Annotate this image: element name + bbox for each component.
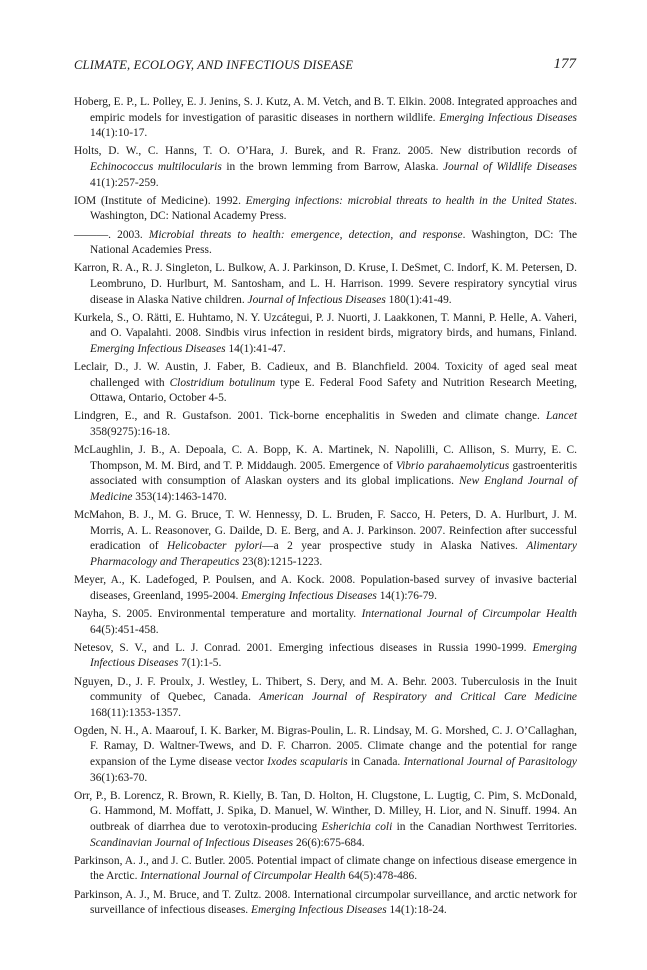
reference-entry <box>74 724 577 786</box>
reference-authors: Karron, R. A., R. J. Singleton, L. Bulkow, A. J. Parkinson, D. Kruse, I. DeSmet, C. Indorf, K. M. Petersen, D. Leombruno, D. Hurlburt, M. Santosham, and L. H. Harrison. 1999. Severe respiratory syncytial virus disease in Alaska Native children. <box>74 262 577 306</box>
reference-entry <box>74 194 577 225</box>
reference-authors: Netesov, S. V., and L. J. Conrad. 2001. Emerging infectious diseases in Russia 1990-1999. <box>74 641 527 654</box>
reference-citation: 23(8):1215-1223. <box>242 555 323 568</box>
reference-citation: 41(1):257-259. <box>90 176 159 189</box>
reference-journal: Scandinavian Journal of Infectious Diseases <box>90 836 294 849</box>
reference-list <box>74 95 577 921</box>
reference-journal: International Journal of Circumpolar Health <box>361 607 578 620</box>
reference-citation: 14(1):76-79. <box>379 589 437 602</box>
reference-citation: 14(1):18-24. <box>389 904 447 917</box>
reference-entry <box>74 508 577 570</box>
reference-entry <box>74 144 577 191</box>
reference-authors: Nayha, S. 2005. Environmental temperature and mortality. <box>74 607 357 620</box>
reference-text: in Canada. <box>351 756 401 769</box>
reference-entry <box>74 228 577 259</box>
reference-journal: Emerging Infectious Diseases <box>241 589 377 602</box>
reference-citation: 36(1):63-70. <box>90 771 148 784</box>
reference-authors: Hoberg, E. P., L. Polley, E. J. Jenins, S. J. Kutz, A. M. Vetch, and B. T. Elkin. 2008. Integrated approaches and empiric models for investigation of parasitic diseases in northern wildlife. <box>74 96 577 124</box>
reference-authors: Lindgren, E., and R. Gustafson. 2001. Tick-borne encephalitis in Sweden and climate change. <box>74 410 540 423</box>
reference-authors: Kurkela, S., O. Rätti, E. Huhtamo, N. Y. Uzcátegui, P. J. Nuorti, J. Laakkonen, T. Manni, P. Helle, A. Vaheri, and O. Vapalahti. 2008. Sindbis virus infection in resident birds, migratory birds, and humans, Finland. <box>74 311 577 340</box>
reference-citation: 14(1):10-17. <box>90 127 148 140</box>
reference-citation: 7(1):1-5. <box>181 657 222 670</box>
reference-citation: 26(6):675-684. <box>295 836 365 849</box>
running-header <box>74 56 576 76</box>
reference-entry <box>74 675 577 722</box>
reference-text: in the Canadian Northwest Territories. <box>396 821 577 834</box>
reference-species: Ixodes scapularis <box>267 756 348 769</box>
reference-authors: Parkinson, A. J., M. Bruce, and T. Zultz. 2008. International circumpolar surveillance, and arctic network for surveillance of infectious diseases. <box>74 888 577 917</box>
reference-entry <box>74 607 577 638</box>
reference-authors: IOM (Institute of Medicine). 1992. <box>74 194 241 207</box>
reference-species: Esherichia coli <box>321 821 393 834</box>
reference-species: Helicobacter pylori <box>167 540 263 553</box>
reference-authors: Ogden, N. H., A. Maarouf, I. K. Barker, M. Bigras-Poulin, L. R. Lindsay, M. G. Morshed, C. J. O’Callaghan, F. Ramay, D. Waltner-Twews, and D. F. Charron. 2005. Climate change and the potential for range expansion of the Lyme disease vector <box>74 724 577 769</box>
reference-journal: International Journal of Circumpolar Health <box>140 870 346 883</box>
reference-citation: 358(9275):16-18. <box>90 426 171 439</box>
reference-journal: New England Journal of Medicine <box>90 475 577 503</box>
reference-journal: Emerging Infectious Diseases <box>90 641 577 670</box>
reference-journal: American Journal of Respiratory and Critical Care Medicine <box>259 691 577 704</box>
reference-text: —a 2 year prospective study in Alaska Natives. <box>262 540 518 553</box>
reference-entry <box>74 311 577 358</box>
reference-entry <box>74 360 577 407</box>
reference-journal: Alimentary Pharmacology and Therapeutics <box>90 540 577 568</box>
reference-journal: Journal of Wildlife Diseases <box>443 160 577 173</box>
reference-citation: 64(5):451-458. <box>90 623 159 636</box>
reference-citation: 14(1):41-47. <box>228 342 286 355</box>
reference-entry <box>74 95 577 142</box>
reference-journal: Journal of Infectious Diseases <box>247 293 386 306</box>
reference-entry <box>74 443 577 505</box>
reference-entry <box>74 789 577 851</box>
reference-authors: McMahon, B. J., M. G. Bruce, T. W. Hennessy, D. L. Bruden, F. Sacco, H. Peters, D. A. Hurlburt, J. M. Morris, A. L. Reasonover, G. Dailde, D. E. Berg, and A. J. Parkinson. 2007. Reinfection after successful eradication of <box>74 509 577 553</box>
reference-entry <box>74 261 577 308</box>
reference-authors: McLaughlin, J. B., A. Depoala, C. A. Bopp, K. A. Martinek, N. Napolilli, C. Allison, S. Murry, E. C. Thompson, M. M. Bird, and T. P. Middaugh. 2005. Emergence of <box>74 444 577 472</box>
reference-journal: Emerging Infectious Diseases <box>251 904 387 917</box>
reference-citation: 180(1):41-49. <box>388 293 452 306</box>
reference-citation: 353(14):1463-1470. <box>135 491 227 503</box>
reference-journal: Emerging Infectious Diseases <box>439 111 577 124</box>
reference-text: type E. Federal Food Safety and Nutrition Research Meeting, Ottawa, Ontario, October 4-5. <box>90 376 577 405</box>
reference-citation: . Washington, DC: National Academy Press. <box>90 194 578 223</box>
reference-journal: Emerging infections: microbial threats to health in the United States <box>245 194 575 207</box>
page-number: 177 <box>553 56 576 72</box>
reference-citation: 64(5):478-486. <box>348 870 418 883</box>
reference-authors: Nguyen, D., J. F. Proulx, J. Westley, L. Thibert, S. Dery, and M. A. Behr. 2003. Tuberculosis in the Inuit community of Quebec, Canada. <box>74 675 577 704</box>
reference-authors: Leclair, D., J. W. Austin, J. Faber, B. Cadieux, and B. Blanchfield. 2004. Toxicity of aged seal meat challenged with <box>74 361 577 389</box>
reference-entry <box>74 888 577 919</box>
reference-entry <box>74 641 577 672</box>
reference-text: in the brown lemming from Barrow, Alaska. <box>226 160 439 173</box>
reference-journal: Lancet <box>545 410 577 423</box>
reference-authors: Parkinson, A. J., and J. C. Butler. 2005. Potential impact of climate change on infectious disease emergence in the Arctic. <box>74 854 577 883</box>
reference-entry <box>74 409 577 440</box>
reference-species: Echinococcus multilocularis <box>90 160 222 173</box>
reference-entry <box>74 854 577 885</box>
reference-citation: . Washington, DC: The National Academies Press. <box>90 228 577 257</box>
reference-journal: Emerging Infectious Diseases <box>90 342 226 355</box>
reference-journal: International Journal of Parasitology <box>403 756 577 769</box>
reference-authors: Orr, P., B. Lorencz, R. Brown, R. Kielly, B. Tan, D. Holton, H. Clugstone, L. Lugtig, C. Pim, S. McDonald, G. Hammond, M. Moffatt, J. Spika, D. Manuel, W. Winther, D. Milley, H. Lior, and N. Sinuff. 1994. An outbreak of diarrhea due to verotoxin-producing <box>74 789 577 834</box>
running-title: CLIMATE, ECOLOGY, AND INFECTIOUS DISEASE <box>74 58 354 72</box>
reference-journal: Microbial threats to health: emergence, detection, and response <box>148 228 463 241</box>
reference-species: Clostridium botulinum <box>169 376 276 389</box>
reference-entry <box>74 573 577 604</box>
reference-authors: Holts, D. W., C. Hanns, T. O. O’Hara, J. Burek, and R. Franz. 2005. New distribution records of <box>74 145 577 158</box>
reference-species: Vibrio parahaemolyticus <box>395 459 510 472</box>
reference-text: gastroenteritis associated with consumption of Alaskan oysters and its global implications. <box>90 459 577 488</box>
reference-citation: 168(11):1353-1357. <box>90 706 182 719</box>
reference-authors: Meyer, A., K. Ladefoged, P. Poulsen, and A. Kock. 2008. Population-based survey of invasive bacterial diseases, Greenland, 1995-2004. <box>74 574 577 602</box>
reference-authors: ———. 2003. <box>74 228 143 241</box>
